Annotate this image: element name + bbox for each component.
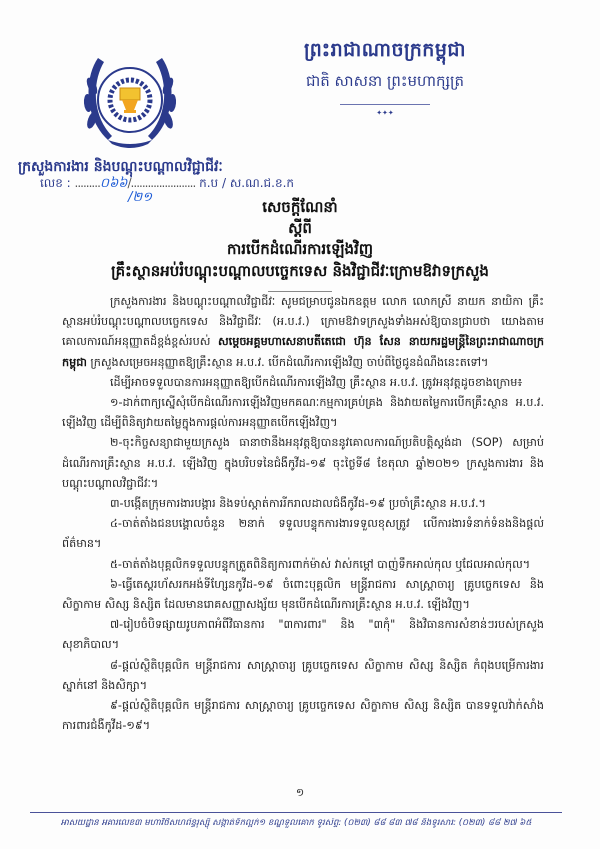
doc-scope: គ្រឹះស្ថានអប់រំបណ្តុះបណ្តាលបច្ចេកទេស និងវិជ្ជាជីវៈក្រោមឱវាទក្រសួង bbox=[111, 262, 489, 280]
list-item: ៥-ចាត់តាំងបុគ្គលិកទទួលបន្ទុកត្រួតពិនិត្យការពាក់ម៉ាស់ វាស់កម្តៅ បាញ់ទឹកអាល់កុល ឬជែលអាល់កុល។ bbox=[110, 557, 531, 571]
document-title bbox=[40, 197, 560, 294]
reference-number-handwritten: ០៦៦ bbox=[99, 176, 128, 191]
kingdom-title: ព្រះរាជាណាចក្រកម្ពុជា bbox=[304, 39, 466, 61]
page-number: ១ bbox=[295, 786, 305, 799]
doc-subject: ការបើកដំណើរការឡើងវិញ bbox=[226, 240, 374, 258]
list-item: ៤-ចាត់តាំងជនបង្គោលចំនួន ២នាក់ ទទួលបន្ទុកការងារទទួលខុសត្រូវ លើការងារទំនាក់ទំនងនិងផ្តល់ព័ត៌មាន។ bbox=[62, 517, 544, 551]
lead-paragraph: ដើម្បីអាចទទួលបានការអនុញ្ញាតឱ្យបើកដំណើរការឡើងវិញ គ្រឹះស្ថាន អ.ប.វ. ត្រូវអនុវត្តដូចខាងក្រោម៖ bbox=[110, 375, 523, 389]
list-item: ៣-បង្កើតក្រុមការងារបង្ការ និងទប់ស្កាត់ការរីករាលដាលជំងឺកូវីដ-១៩ ប្រចាំគ្រឹះស្ថាន អ.ប.វ.។ bbox=[110, 497, 486, 511]
list-item: ៧-រៀបចំបិទផ្សាយរូបភាពអំពីវិធានការ "៣ការពារ" និង "៣កុំ" និងវិធានការសំខាន់ៗរបស់ក្រសួងសុខាភិបាល។ bbox=[62, 618, 544, 652]
doc-about: ស្តីពី bbox=[288, 219, 312, 237]
intro-paragraph: ក្រសួងការងារ និងបណ្តុះបណ្តាលវិជ្ជាជីវៈ សូមជម្រាបជូនឯកឧត្តម លោក លោកស្រី នាយក នាយិកា គ្រឹះស្ថានអប់រំបណ្តុះបណ្តាលបច្ចេកទេស និងវិជ្ជាជីវៈ (អ.ប.វ.) ក្រោមឱវាទក្រសួងទាំងអស់ឱ្យបានជ្រាបថា យោងតាមគោលការណ៍អនុញ្ញាតដ៏ខ្ពង់ខ្ពស់របស់ សម្តេចអគ្គមហាសេនាបតីតេជោ ហ៊ុន សែន នាយករដ្ឋមន្ត្រីនៃព្រះរាជាណាចក្រកម្ពុជា ក្រសួងសម្រេចអនុញ្ញាតឱ្យគ្រឹះស្ថាន អ.ប.វ. បើកដំណើរការឡើងវិញ ចាប់ពីថ្ងៃជូនដំណឹងនេះតទៅ។ bbox=[62, 295, 544, 369]
reference-year: /២១ bbox=[128, 190, 153, 205]
doc-type: សេចក្តីណែនាំ bbox=[262, 198, 338, 216]
reference-suffix: ក.ប / ស.ណ.ជ.ខ.ក bbox=[199, 176, 295, 190]
ministry-emblem-icon bbox=[78, 48, 182, 152]
list-item: ៨-ផ្តល់ស្ថិតិបុគ្គលិក មន្ត្រីរាជការ សាស្ត្រាចារ្យ គ្រូបច្ចេកទេស សិក្ខាកាម សិស្ស និស្សិត កំពុងបម្រើការងារ ស្នាក់នៅ និងសិក្សា។ bbox=[62, 658, 544, 692]
list-item: ៩-ផ្តល់ស្ថិតិបុគ្គលិក មន្ត្រីរាជការ សាស្ត្រាចារ្យ គ្រូបច្ចេកទេស សិក្ខាកាម សិស្ស និស្សិត បានទទួលវ៉ាក់សាំងការពារជំងឺកូវីដ-១៩។ bbox=[62, 699, 544, 733]
footer-address: អាសយដ្ឋាន អគារលេខ៣ មហាវិថីសហព័ន្ធរុស្ស៊ី សង្កាត់ទឹកល្អក់១ ខណ្ឌទួលគោក ទូរស័ព្ទ: (០២៣) ៨៨ ៨៣ ៧៨ និងទូរសារ: (០២៣) ៨៨ ២៧ ៦៥ bbox=[60, 818, 532, 828]
list-item: ៦-ធ្វើតេស្តរហ័សរកអង់ទីហ្សែនកូវីដ-១៩ ចំពោះបុគ្គលិក មន្ត្រីរាជការ សាស្ត្រាចារ្យ គ្រូបច្ចេកទេស និងសិក្ខាកាម សិស្ស និស្សិត ដែលមានរោគសញ្ញាសង្ស័យ មុនបើកដំណើរការគ្រឹះស្ថាន អ.ប.វ. ឡើងវិញ។ bbox=[62, 577, 544, 612]
reference-number: លេខ : .........០៦៦/....................... ក.ប / ស.ណ.ជ.ខ.ក /២១ bbox=[40, 175, 294, 194]
document-body bbox=[62, 292, 544, 736]
list-item: ១-ដាក់ពាក្យស្នើសុំបើកដំណើរការឡើងវិញមកគណៈកម្មការគ្រប់គ្រង និងវាយតម្លៃការបើកគ្រឹះស្ថាន អ.ប.វ. ឡើងវិញ ដើម្បីពិនិត្យវាយតម្លៃក្នុងការផ្តល់ការអនុញ្ញាតបើកឡើងវិញ។ bbox=[62, 396, 544, 430]
kingdom-header bbox=[230, 38, 540, 117]
reference-label: លេខ : bbox=[40, 176, 71, 190]
list-item: ២-ចុះកិច្ចសន្យាជាមួយក្រសួង ធានាថានឹងអនុវត្តឱ្យបាននូវគោលការណ៍ប្រតិបត្តិស្តង់ដា (SOP) សម្រាប់ដំណើរការគ្រឹះស្ថាន អ.ប.វ. ឡើងវិញ ក្នុងបរិបទនៃជំងឺកូវីដ-១៩ ចុះថ្ងៃទី៨ ខែតុលា ឆ្នាំ២០២១ ក្រសួងការងារ និងបណ្តុះបណ្តាលវិជ្ជាជីវៈ។ bbox=[62, 436, 544, 490]
footer-divider bbox=[30, 812, 562, 813]
divider-ornament-icon: ✦✦✦ bbox=[340, 100, 430, 108]
national-motto: ជាតិ សាសនា ព្រះមហាក្សត្រ bbox=[305, 72, 465, 90]
prime-minister-name: សម្តេចអគ្គមហាសេនាបតីតេជោ ហ៊ុន សែន នាយករដ្ឋមន្ត្រីនៃព្រះរាជាណាចក្រកម្ពុជា bbox=[62, 335, 544, 369]
ministry-name: ក្រសួងការងារ និងបណ្តុះបណ្តាលវិជ្ជាជីវៈ bbox=[18, 159, 223, 175]
